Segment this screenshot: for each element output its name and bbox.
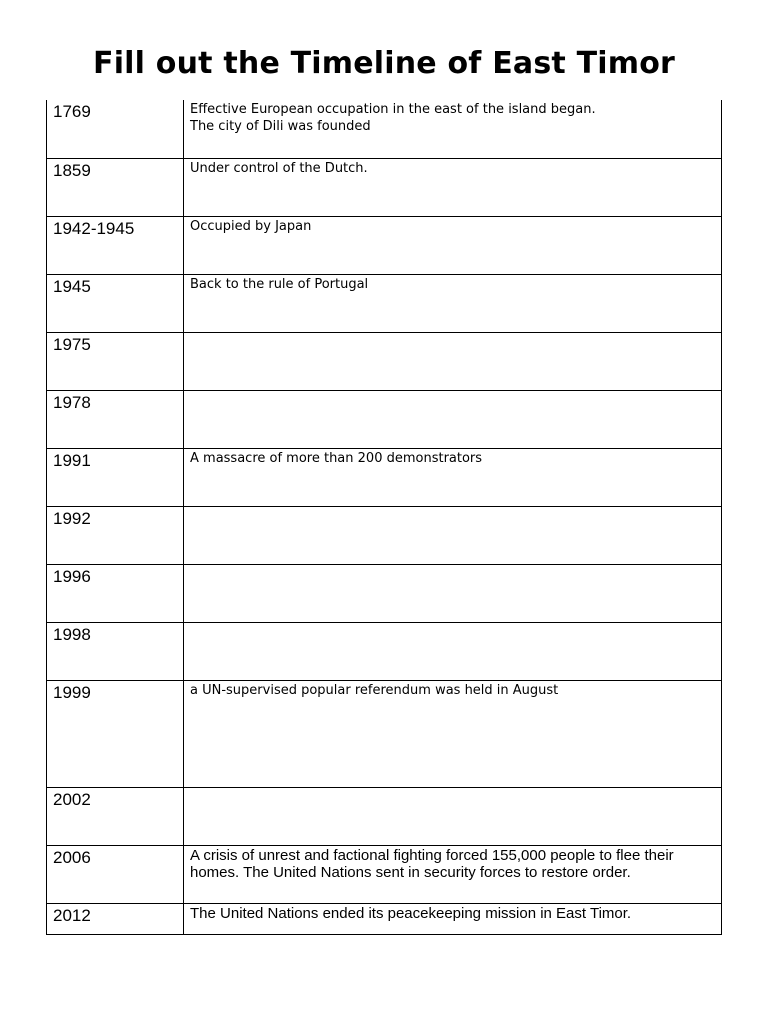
year-cell: 1859 — [47, 158, 184, 216]
year-cell: 1998 — [47, 622, 184, 680]
year-cell: 1975 — [47, 332, 184, 390]
event-cell[interactable]: a UN-supervised popular referendum was held in August — [184, 680, 722, 787]
event-cell[interactable]: Under control of the Dutch. — [184, 158, 722, 216]
event-cell[interactable]: Back to the rule of Portugal — [184, 274, 722, 332]
table-row — [47, 100, 722, 158]
event-cell[interactable] — [184, 390, 722, 448]
event-cell[interactable]: A massacre of more than 200 demonstrators — [184, 448, 722, 506]
year-cell: 2012 — [47, 903, 184, 934]
page-title: Fill out the Timeline of East Timor — [93, 46, 675, 81]
table-row — [47, 903, 722, 934]
year-cell: 1991 — [47, 448, 184, 506]
event-cell[interactable]: Effective European occupation in the east of the island began. The city of Dili was founded — [184, 100, 722, 158]
year-cell: 2006 — [47, 845, 184, 903]
table-row — [47, 787, 722, 845]
event-cell[interactable]: Occupied by Japan — [184, 216, 722, 274]
table-row — [47, 622, 722, 680]
table-row — [47, 332, 722, 390]
year-cell: 1978 — [47, 390, 184, 448]
year-cell: 1992 — [47, 506, 184, 564]
table-row — [47, 448, 722, 506]
year-cell: 1942-1945 — [47, 216, 184, 274]
event-cell[interactable]: The United Nations ended its peacekeeping mission in East Timor. — [184, 903, 722, 934]
table-row — [47, 390, 722, 448]
year-cell: 1996 — [47, 564, 184, 622]
event-cell[interactable] — [184, 564, 722, 622]
event-cell[interactable] — [184, 506, 722, 564]
event-cell[interactable]: A crisis of unrest and factional fighting forced 155,000 people to flee their homes. The United Nations sent in security forces to restore order. — [184, 845, 722, 903]
table-row — [47, 845, 722, 903]
year-cell: 2002 — [47, 787, 184, 845]
table-row — [47, 274, 722, 332]
table-row — [47, 564, 722, 622]
year-cell: 1945 — [47, 274, 184, 332]
event-cell[interactable] — [184, 332, 722, 390]
event-cell[interactable] — [184, 787, 722, 845]
table-row — [47, 506, 722, 564]
table-row — [47, 158, 722, 216]
table-row — [47, 216, 722, 274]
table-row — [47, 680, 722, 787]
year-cell: 1769 — [47, 100, 184, 158]
event-cell[interactable] — [184, 622, 722, 680]
year-cell: 1999 — [47, 680, 184, 787]
timeline-table — [46, 100, 722, 935]
